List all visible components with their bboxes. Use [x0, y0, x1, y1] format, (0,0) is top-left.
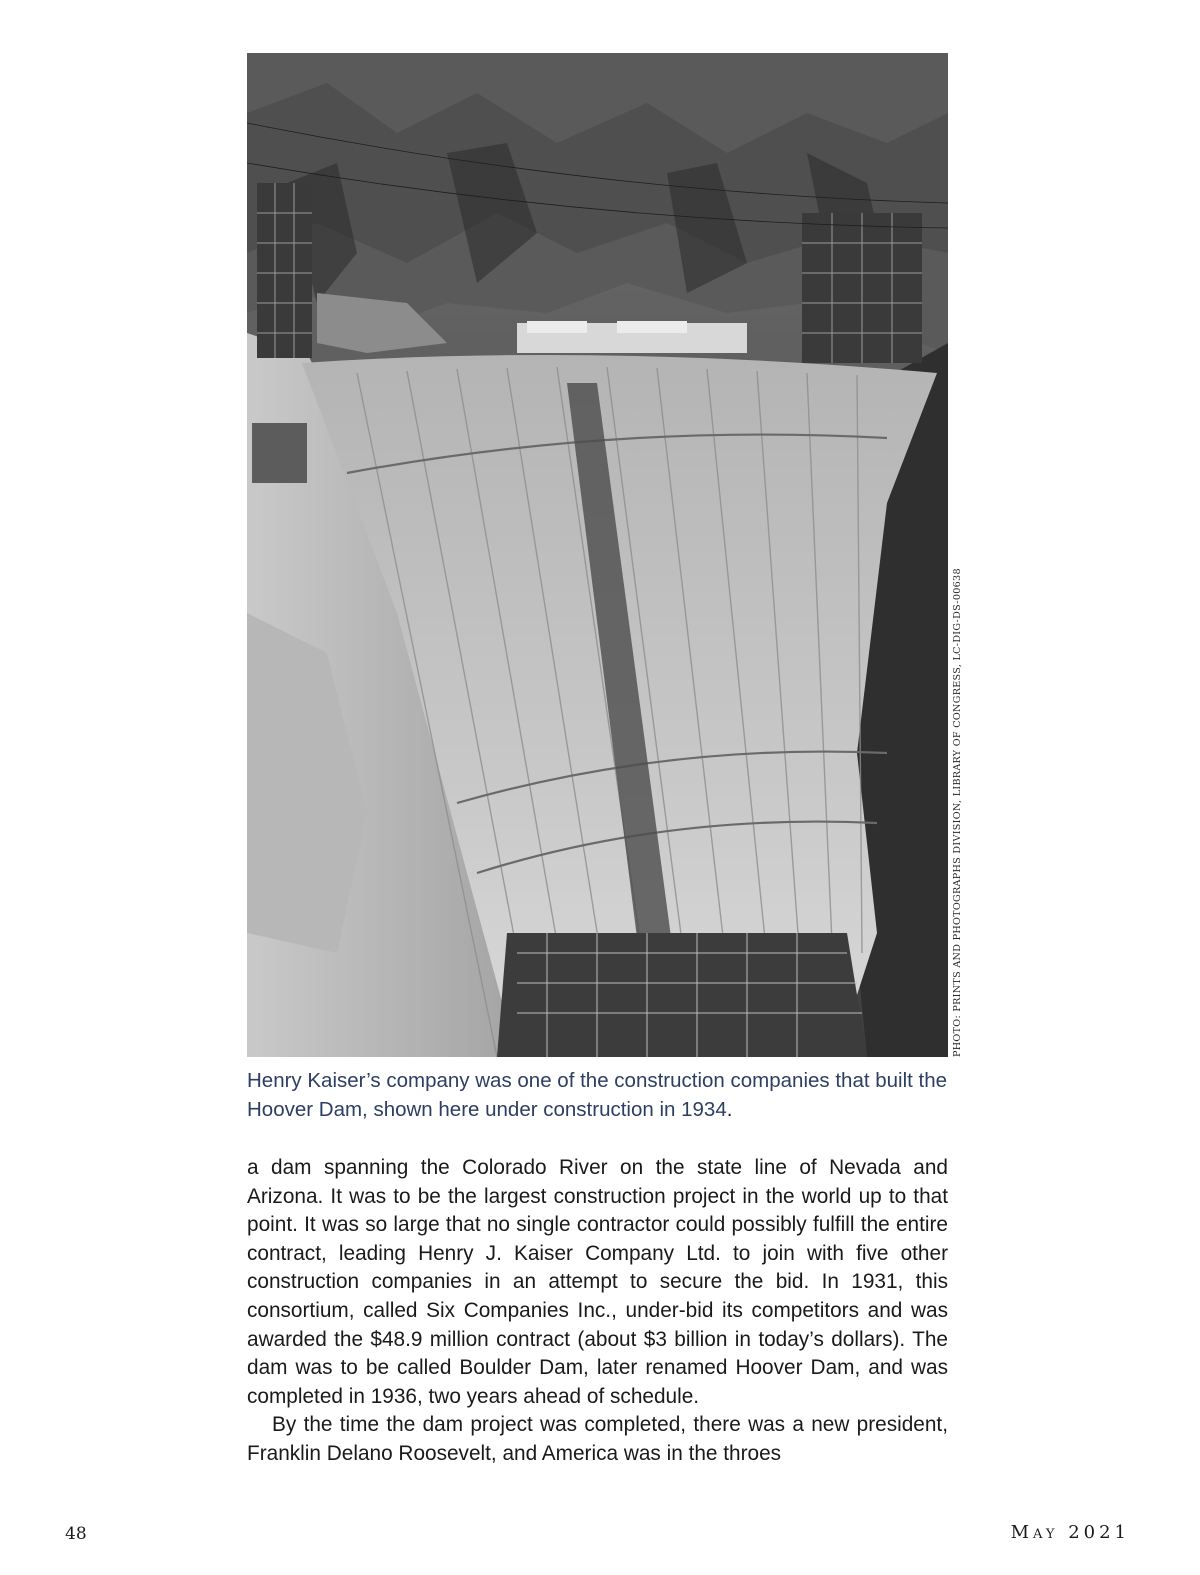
- photo-credit: PHOTO: PRINTS AND PHOTOGRAPHS DIVISION, LIBRARY OF CONGRESS, LC-DIG-DS-00638: [952, 568, 963, 1057]
- article-paragraph: a dam spanning the Colorado River on the state line of Nevada and Arizona. It was to be the largest construction project in the world up to that point. It was so large that no single contractor could possibly fulfill the entire contract, leading Henry J. Kaiser Company Ltd. to join with five other construction companies in an attempt to secure the bid. In 1931, this consortium, called Six Companies Inc., under-bid its competitors and was awarded the $48.9 million contract (about $3 billion in today’s dollars). The dam was to be called Boulder Dam, later renamed Hoover Dam, and was completed in 1936, two years ahead of schedule.: [247, 1156, 948, 1408]
- caption-period: .: [726, 1098, 733, 1121]
- article-body: [247, 1154, 948, 1469]
- issue-date: May 2021: [1010, 1522, 1130, 1543]
- page-number: 48: [65, 1524, 87, 1544]
- dam-photo-illustration: [247, 53, 948, 1057]
- dam-photo: [247, 53, 948, 1057]
- caption-text: Henry Kaiser’s company was one of the construction companies that built the Hoover Dam, shown here under construction in 1934: [247, 1069, 948, 1121]
- article-paragraph: By the time the dam project was completed, there was a new president, Franklin Delano Roosevelt, and America was in the throes: [247, 1413, 948, 1465]
- photo-caption: [247, 1066, 957, 1124]
